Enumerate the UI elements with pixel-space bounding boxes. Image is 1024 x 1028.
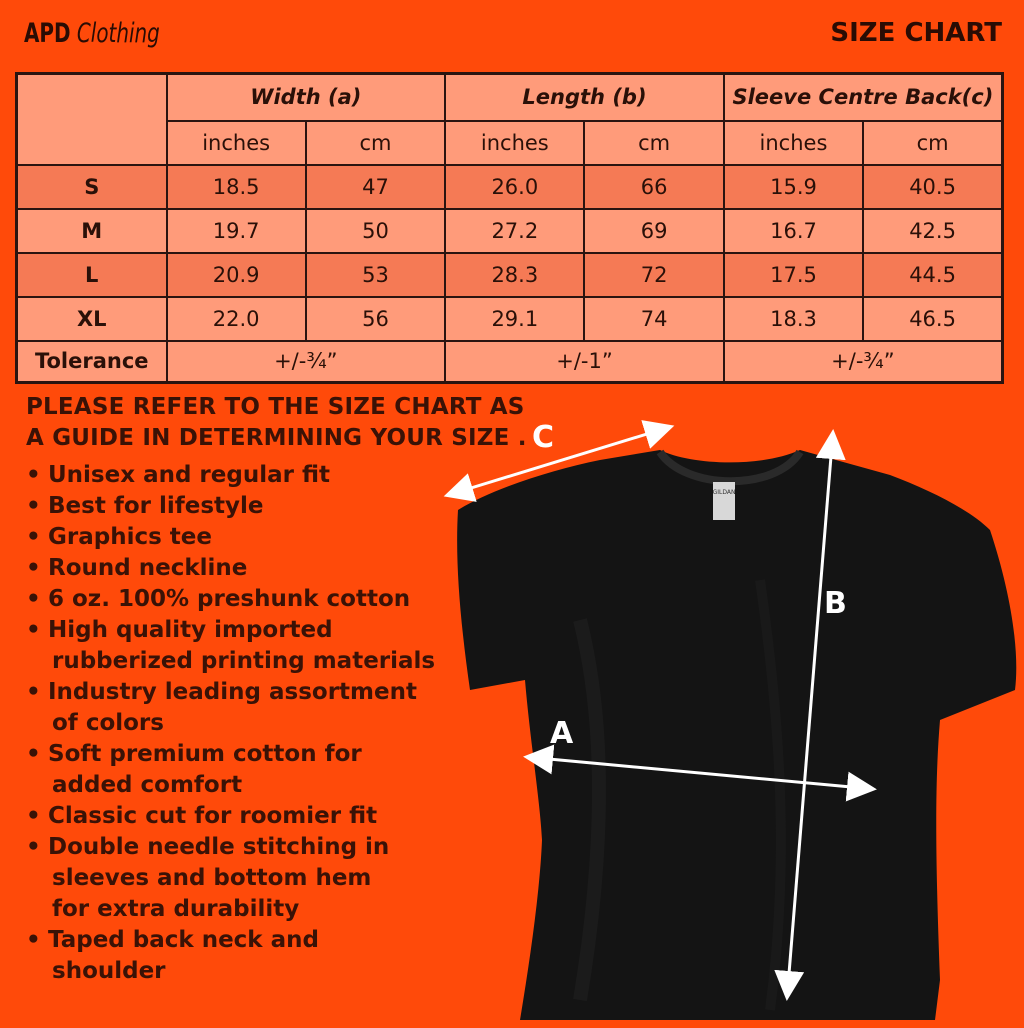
table-cell: 66 [584, 165, 723, 209]
unit-header: inches [724, 121, 863, 165]
table-row [17, 297, 1003, 341]
size-label: M [17, 209, 167, 253]
feature-line: • Graphics tee [48, 524, 212, 550]
table-cell: 18.3 [724, 297, 863, 341]
feature-line: added comfort [52, 772, 243, 798]
feature-line: sleeves and bottom hem [52, 865, 372, 891]
column-group-width: Width (a) [167, 74, 446, 121]
tolerance-length: +/-1” [445, 341, 724, 383]
feature-line: • High quality imported [48, 617, 333, 643]
table-group-header-row [17, 74, 1003, 121]
unit-header: cm [863, 121, 1002, 165]
feature-line: • Double needle stitching in [48, 834, 390, 860]
dimension-label-a: A [550, 716, 574, 751]
unit-header: inches [167, 121, 306, 165]
tolerance-row [17, 341, 1003, 383]
column-group-length: Length (b) [445, 74, 724, 121]
feature-line: • Classic cut for roomier fit [48, 803, 378, 829]
feature-line: for extra durability [52, 896, 300, 922]
feature-line: of colors [52, 710, 164, 736]
brand-logo [24, 18, 160, 49]
table-cell: 28.3 [445, 253, 584, 297]
table-cell: 22.0 [167, 297, 306, 341]
table-cell: 17.5 [724, 253, 863, 297]
table-cell: 72 [584, 253, 723, 297]
feature-line: • 6 oz. 100% preshunk cotton [48, 586, 411, 612]
feature-line: shoulder [52, 958, 166, 984]
size-label: XL [17, 297, 167, 341]
feature-line: • Taped back neck and [48, 927, 319, 953]
brand-name: APD [24, 18, 71, 49]
table-cell: 15.9 [724, 165, 863, 209]
table-cell: 53 [306, 253, 445, 297]
table-row [17, 253, 1003, 297]
tshirt-illustration [430, 420, 1024, 1024]
table-cell: 50 [306, 209, 445, 253]
table-cell: 20.9 [167, 253, 306, 297]
table-cell: 26.0 [445, 165, 584, 209]
size-chart-table [15, 72, 1004, 384]
size-label: S [17, 165, 167, 209]
column-group-sleeve: Sleeve Centre Back(c) [724, 74, 1003, 121]
feature-line: • Best for lifestyle [48, 493, 264, 519]
tshirt-shape [457, 450, 1016, 1020]
feature-line: • Round neckline [48, 555, 248, 581]
tag-brand-text: GILDAN [712, 489, 736, 496]
tshirt-diagram [430, 420, 1024, 1024]
table-cell: 19.7 [167, 209, 306, 253]
tolerance-label: Tolerance [17, 341, 167, 383]
label-tag [713, 482, 735, 520]
table-row [17, 209, 1003, 253]
table-cell: 29.1 [445, 297, 584, 341]
table-cell: 46.5 [863, 297, 1002, 341]
table-cell: 42.5 [863, 209, 1002, 253]
dimension-label-b: B [824, 586, 847, 621]
guide-line: A GUIDE IN DETERMINING YOUR SIZE . [26, 425, 527, 451]
unit-header: cm [306, 121, 445, 165]
table-cell: 56 [306, 297, 445, 341]
dimension-label-c: C [532, 420, 555, 455]
table-cell: 69 [584, 209, 723, 253]
table-cell: 27.2 [445, 209, 584, 253]
feature-line: rubberized printing materials [52, 648, 436, 674]
table-row [17, 165, 1003, 209]
table-cell: 40.5 [863, 165, 1002, 209]
unit-header: cm [584, 121, 723, 165]
table-cell: 74 [584, 297, 723, 341]
feature-line: • Industry leading assortment [48, 679, 417, 705]
tolerance-width: +/-¾” [167, 341, 446, 383]
table-corner-cell [17, 74, 167, 165]
brand-subtitle: Clothing [76, 18, 160, 49]
tolerance-sleeve: +/-¾” [724, 341, 1003, 383]
table-cell: 16.7 [724, 209, 863, 253]
table-cell: 44.5 [863, 253, 1002, 297]
unit-header: inches [445, 121, 584, 165]
table-cell: 18.5 [167, 165, 306, 209]
feature-line: • Soft premium cotton for [48, 741, 362, 767]
size-label: L [17, 253, 167, 297]
page-title: SIZE CHART [830, 18, 1002, 48]
guide-line: PLEASE REFER TO THE SIZE CHART AS [26, 394, 525, 420]
table-cell: 47 [306, 165, 445, 209]
feature-line: • Unisex and regular fit [48, 462, 331, 488]
